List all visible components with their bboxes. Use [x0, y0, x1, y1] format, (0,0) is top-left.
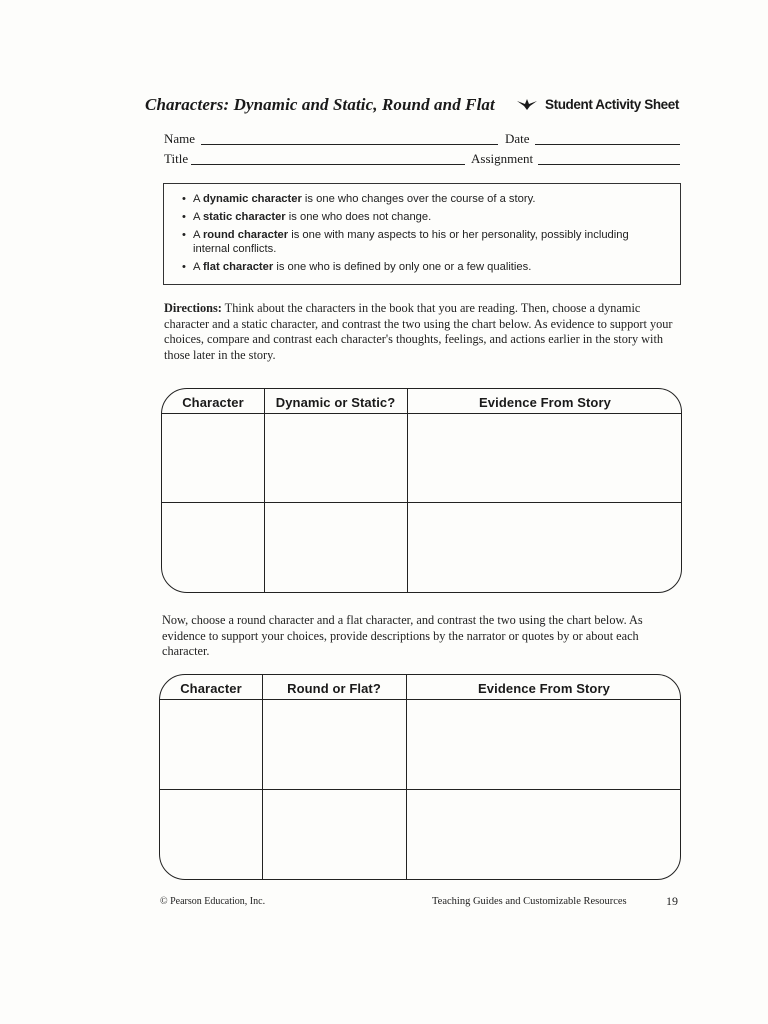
chart-dynamic-static	[161, 388, 682, 593]
cell-evidence-2[interactable]	[408, 503, 682, 592]
cell-type-1[interactable]	[265, 414, 407, 502]
definitions-box	[163, 183, 681, 285]
date-field[interactable]	[535, 144, 680, 145]
cell-character-2[interactable]	[162, 503, 264, 592]
directions: Directions: Think about the characters in the book that you are reading. Then, choose a dynamic character and a static character, and contrast the two using the chart below. As evidence to support your choices, compare and contrast each character's thoughts, feelings, and actions earlier in the story with those later in the story.	[164, 301, 673, 362]
cell-type-1[interactable]	[263, 700, 406, 789]
header-evidence: Evidence From Story	[479, 395, 611, 410]
cell-character-2[interactable]	[160, 790, 262, 879]
assignment-field[interactable]	[538, 164, 680, 165]
cell-character-1[interactable]	[162, 414, 264, 502]
name-field[interactable]	[201, 144, 498, 145]
copyright: © Pearson Education, Inc.	[160, 896, 266, 907]
header-character: Character	[182, 395, 244, 410]
cell-evidence-2[interactable]	[407, 790, 680, 879]
definition-item: • A dynamic character is one who changes over the course of a story.	[182, 192, 680, 206]
cell-character-1[interactable]	[160, 700, 262, 789]
definition-item: • A flat character is one who is defined by only one or a few qualities.	[182, 260, 680, 274]
header-round-or-flat: Round or Flat?	[287, 681, 381, 696]
definition-item: • A round character is one with many aspects to his or her personality, possibly including internal conflicts.	[182, 228, 653, 256]
second-instructions: Now, choose a round character and a flat character, and contrast the two using the chart below. As evidence to support your choices, provide descriptions by the narrator or quotes by or about each character.	[162, 613, 643, 659]
header-evidence: Evidence From Story	[478, 681, 610, 696]
header-character: Character	[180, 681, 242, 696]
date-label: Date	[505, 131, 530, 146]
cell-evidence-1[interactable]	[408, 414, 682, 502]
sheet-label: Student Activity Sheet	[545, 97, 679, 112]
cell-type-2[interactable]	[265, 503, 407, 592]
header-dynamic-or-static: Dynamic or Static?	[275, 395, 396, 410]
title-label: Title	[164, 151, 189, 166]
definition-item: • A static character is one who does not change.	[182, 210, 680, 224]
chart-round-flat	[159, 674, 681, 880]
name-label: Name	[164, 131, 196, 146]
cell-evidence-1[interactable]	[407, 700, 680, 789]
assignment-label: Assignment	[471, 151, 534, 166]
cell-type-2[interactable]	[263, 790, 406, 879]
page-title: Characters: Dynamic and Static, Round and Flat	[145, 95, 495, 114]
series-label: Teaching Guides and Customizable Resources	[432, 896, 627, 907]
bird-emblem-icon	[516, 97, 538, 111]
page-number: 19	[666, 894, 678, 908]
title-field[interactable]	[191, 164, 465, 165]
